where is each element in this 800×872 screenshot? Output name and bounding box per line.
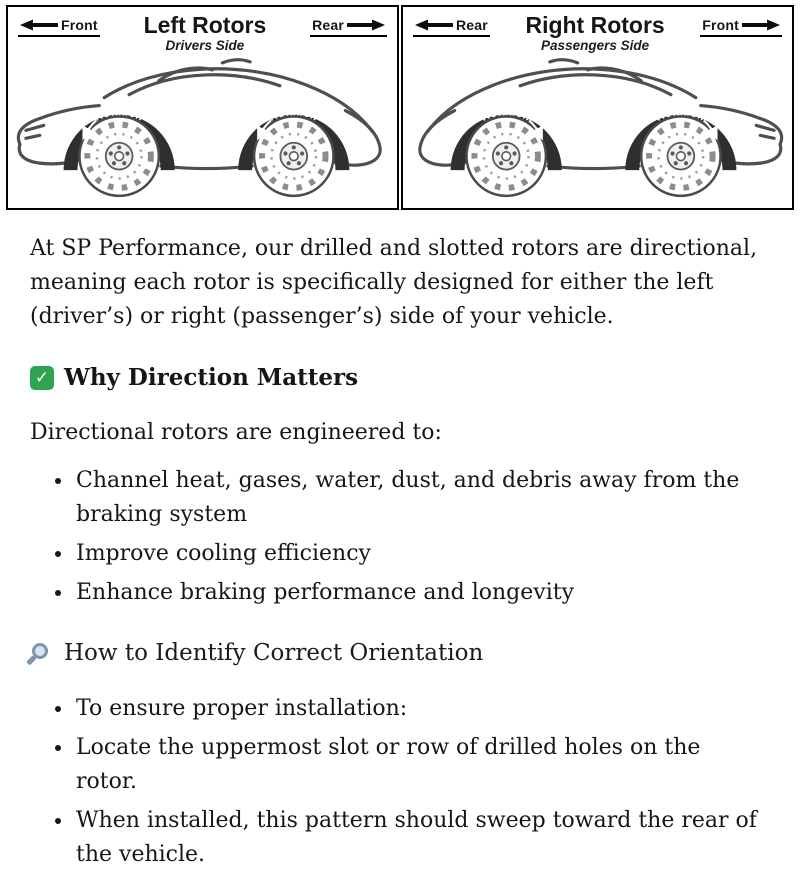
direction-text: Front bbox=[61, 17, 98, 33]
panel-title: Right Rotors bbox=[525, 12, 665, 38]
left-panel-header bbox=[8, 7, 397, 53]
direction-text: Front bbox=[702, 17, 739, 33]
front-direction-label bbox=[700, 16, 782, 37]
left-car-illustration bbox=[8, 51, 397, 208]
rotor-direction-diagram bbox=[6, 5, 794, 210]
front-direction-label bbox=[18, 16, 100, 37]
rear-direction-label bbox=[310, 16, 387, 37]
section-heading-why-direction-matters bbox=[30, 360, 760, 396]
left-arrow-icon bbox=[20, 19, 58, 31]
right-rotors-panel bbox=[401, 5, 794, 210]
right-arrow-icon bbox=[347, 19, 385, 31]
rotation-label: Rotation bbox=[267, 106, 321, 124]
direction-text: Rear bbox=[312, 17, 344, 33]
right-car-illustration bbox=[403, 51, 792, 208]
orientation-item-1: • To ensure proper installation: bbox=[74, 692, 760, 726]
benefit-item-2: • Improve cooling efficiency bbox=[74, 537, 760, 571]
rotation-label: Rotation bbox=[92, 106, 146, 124]
section-heading-how-to-identify bbox=[30, 636, 760, 672]
left-panel-titles bbox=[100, 13, 310, 53]
benefits-list bbox=[30, 464, 760, 610]
orientation-item-3: • When installed, this pattern should sweep toward the rear of the vehicle. bbox=[74, 804, 760, 872]
panel-subtitle: Passengers Side bbox=[541, 38, 650, 54]
benefit-item-3: • Enhance braking performance and longevity bbox=[74, 576, 760, 610]
rotation-label: Rotation bbox=[480, 106, 533, 124]
heading-text: Why Direction Matters bbox=[64, 364, 359, 392]
orientation-list bbox=[30, 692, 760, 872]
panel-subtitle: Drivers Side bbox=[165, 38, 245, 54]
lead-paragraph: Directional rotors are engineered to: bbox=[30, 419, 442, 445]
front-wheel-rotor bbox=[625, 115, 736, 196]
rear-direction-label bbox=[413, 16, 490, 37]
heading-text: How to Identify Correct Orientation bbox=[64, 640, 484, 667]
panel-title: Left Rotors bbox=[143, 12, 267, 38]
check-icon: ✓ bbox=[30, 366, 54, 390]
rear-wheel-rotor bbox=[451, 115, 562, 196]
intro-paragraph: At SP Performance, our drilled and slotted rotors are directional, meaning each rotor is specifically designed for either the left (driver’s) or right (passenger’s) side of your vehicle. bbox=[30, 235, 758, 330]
orientation-item-2: • Locate the uppermost slot or row of drilled holes on the rotor. bbox=[74, 731, 760, 799]
benefit-item-1: • Channel heat, gases, water, dust, and debris away from the braking system bbox=[74, 464, 760, 532]
direction-text: Rear bbox=[456, 17, 488, 33]
right-panel-header bbox=[403, 7, 792, 53]
right-arrow-icon bbox=[742, 19, 780, 31]
magnifier-icon bbox=[32, 643, 48, 659]
front-wheel-rotor bbox=[64, 115, 175, 196]
rear-wheel-rotor bbox=[238, 115, 349, 196]
left-arrow-icon bbox=[415, 19, 453, 31]
article-body bbox=[6, 210, 794, 872]
right-panel-titles bbox=[490, 13, 700, 53]
rotation-label: Rotation bbox=[654, 106, 708, 124]
left-rotors-panel bbox=[6, 5, 399, 210]
